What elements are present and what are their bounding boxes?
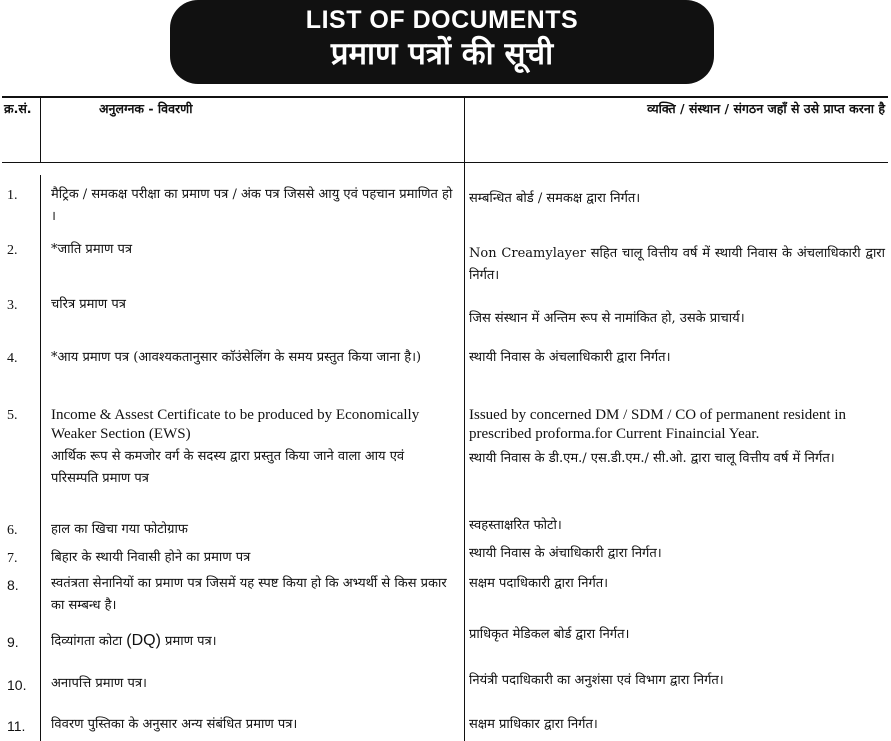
row-9-description-suffix: प्रमाण पत्र। bbox=[160, 634, 217, 649]
row-10-source: नियंत्री पदाधिकारी का अनुशंसा एवं विभाग द्वारा निर्गत। bbox=[469, 673, 724, 688]
row-1-source: सम्बन्धित बोर्ड / समकक्ष द्वारा निर्गत। bbox=[469, 191, 641, 206]
row-9-description-prefix: दिव्यांगता कोटा bbox=[51, 634, 127, 649]
row-9-number: 9. bbox=[7, 634, 19, 650]
source-column-divider bbox=[464, 96, 465, 741]
row-8-source: सक्षम पदाधिकारी द्वारा निर्गत। bbox=[469, 576, 609, 591]
title-hindi: प्रमाण पत्रों की सूची bbox=[330, 36, 554, 72]
row-2-source: Non Creamylayer सहित चालू वित्तीय वर्ष में स्थायी निवास के अंचलाधिकारी द्वारा निर्गत। bbox=[469, 246, 885, 283]
serial-column-divider bbox=[40, 96, 41, 162]
column-header-description: अनुलग्नक - विवरणी bbox=[99, 101, 193, 116]
row-11-description: विवरण पुस्तिका के अनुसार अन्य संबंधित प्रमाण पत्र। bbox=[51, 717, 298, 732]
row-3-source: जिस संस्थान में अन्तिम रूप से नामांकित हो, उसके प्राचार्य। bbox=[469, 311, 745, 326]
row-10-number: 10. bbox=[7, 677, 27, 693]
row-10-description: अनापत्ति प्रमाण पत्र। bbox=[51, 676, 147, 691]
row-7-number: 7. bbox=[7, 551, 18, 566]
row-1-number: 1. bbox=[7, 188, 18, 203]
row-11-source: सक्षम प्राधिकार द्वारा निर्गत। bbox=[469, 717, 598, 732]
row-6-source: स्वहस्ताक्षरित फोटो। bbox=[469, 518, 562, 533]
row-5-number: 5. bbox=[7, 408, 18, 423]
row-6-number: 6. bbox=[7, 523, 18, 538]
row-2-description: *जाति प्रमाण पत्र bbox=[51, 242, 133, 257]
row-6-description: हाल का खिचा गया फोटोग्राफ bbox=[51, 522, 188, 537]
column-header-serial: क्र.सं. bbox=[4, 101, 32, 116]
row-5-description: आर्थिक रूप से कमजोर वर्ग के सदस्य द्वारा प्रस्तुत किया जाने वाला आय एवं परिसम्पति प्रमाण पत्र bbox=[51, 449, 405, 486]
row-9-description bbox=[51, 630, 453, 653]
row-8-description: स्वतंत्रता सेनानियों का प्रमाण पत्र जिसमें यह स्पष्ट किया हो कि अभ्यर्थी से किस प्रकार का सम्बन्ध है। bbox=[51, 576, 447, 613]
row-8-number: 8. bbox=[7, 577, 19, 593]
row-7-description: बिहार के स्थायी निवासी होने का प्रमाण पत्र bbox=[51, 550, 251, 565]
row-9-source: प्राधिकृत मेडिकल बोर्ड द्वारा निर्गत। bbox=[469, 627, 630, 642]
column-header-source: व्यक्ति / संस्थान / संगठन जहाँ से उसे प्राप्त करना है bbox=[647, 101, 885, 116]
row-1-description: मैट्रिक / समकक्ष परीक्षा का प्रमाण पत्र / अंक पत्र जिससे आयु एवं पहचान प्रमाणित हो । bbox=[51, 187, 453, 224]
row-2-number: 2. bbox=[7, 243, 18, 258]
row-11-number: 11. bbox=[7, 718, 26, 734]
header-bottom-rule bbox=[2, 162, 888, 163]
title-english: LIST OF DOCUMENTS bbox=[305, 6, 579, 34]
row-5-description-english: Income & Assest Certificate to be produced by Economically Weaker Section (EWS) bbox=[51, 407, 420, 442]
row-9-dq-code: (DQ) bbox=[126, 632, 161, 649]
row-3-number: 3. bbox=[7, 298, 18, 313]
row-4-description: *आय प्रमाण पत्र (आवश्यकतानुसार काॅउंसेलिंग के समय प्रस्तुत किया जाना है।) bbox=[51, 350, 422, 365]
documents-table bbox=[2, 96, 888, 741]
row-7-source: स्थायी निवास के अंचाधिकारी द्वारा निर्गत। bbox=[469, 546, 662, 561]
row-4-source: स्थायी निवास के अंचलाधिकारी द्वारा निर्गत। bbox=[469, 350, 671, 365]
row-5-source: स्थायी निवास के डी.एम./ एस.डी.एम./ सी.ओ. द्वारा चालू वित्तीय वर्ष में निर्गत। bbox=[469, 451, 835, 466]
row-3-description: चरित्र प्रमाण पत्र bbox=[51, 297, 126, 312]
body-column-divider bbox=[40, 175, 41, 741]
title-banner bbox=[170, 0, 714, 84]
row-4-number: 4. bbox=[7, 351, 18, 366]
row-5-source-english: Issued by concerned DM / SDM / CO of permanent resident in prescribed proforma.for Current Finaincial Year. bbox=[469, 407, 847, 442]
